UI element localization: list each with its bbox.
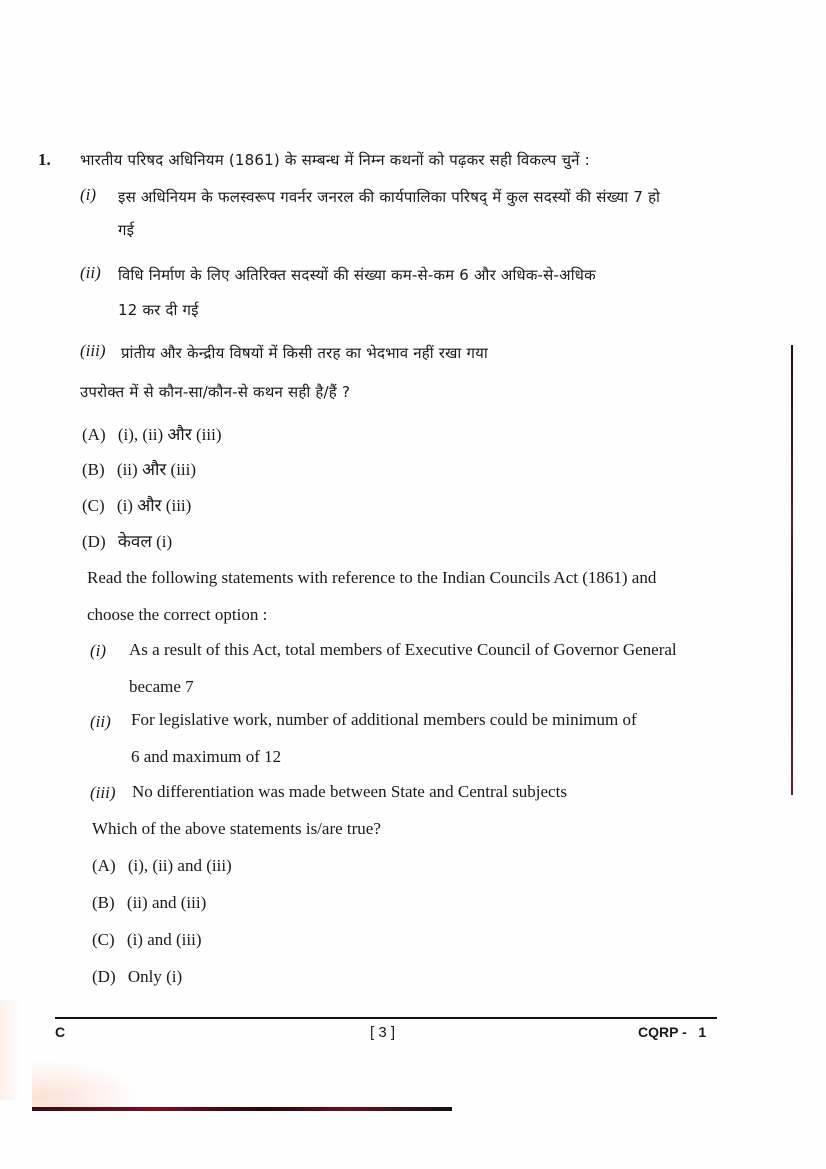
hindi-question-stem: भारतीय परिषद अधिनियम (1861) के सम्बन्ध में निम्न कथनों को पढ़कर सही विकल्प चुनें : (80, 151, 590, 169)
hindi-statement-label-2: (ii) (80, 263, 101, 282)
english-statement-label-3: (iii) (90, 783, 116, 802)
english-option-c[interactable] (92, 930, 202, 950)
english-option-b[interactable] (92, 893, 206, 913)
english-option-d[interactable] (92, 967, 182, 987)
scan-stain (32, 1060, 142, 1108)
hindi-statement-2-line1: विधि निर्माण के लिए अतिरिक्त सदस्यों की संख्या कम-से-कम 6 और अधिक-से-अधिक (118, 266, 596, 284)
english-statement-2-line1: For legislative work, number of additional members could be minimum of (131, 710, 637, 729)
hindi-statement-2-line2: 12 कर दी गई (118, 301, 199, 319)
hindi-option-c[interactable] (82, 493, 191, 516)
option-label: (B) (82, 460, 105, 479)
hindi-statement-label-3: (iii) (80, 341, 106, 360)
option-label: (A) (82, 425, 106, 444)
hindi-statement-1-line1: इस अधिनियम के फलस्वरूप गवर्नर जनरल की कार्यपालिका परिषद् में कुल सदस्यों की संख्या 7 हो (118, 188, 661, 206)
scan-bottom-edge (32, 1107, 452, 1111)
scan-edge-line (791, 345, 793, 795)
footer-divider (55, 1017, 717, 1019)
option-label: (C) (92, 930, 115, 949)
option-text: (ii) और (iii) (116, 460, 197, 479)
hindi-option-b[interactable] (82, 457, 196, 480)
english-option-a[interactable] (92, 856, 232, 876)
english-statement-1-line2: became 7 (129, 677, 194, 696)
option-label: (A) (92, 856, 116, 875)
english-question-stem-line2: choose the correct option : (87, 605, 268, 624)
hindi-statement-label-1: (i) (80, 185, 97, 204)
scan-edge-stain (0, 1000, 20, 1100)
english-statement-1-line1: As a result of this Act, total members of Executive Council of Governor General (129, 640, 677, 659)
footer-page-number: [ 3 ] (370, 1024, 396, 1041)
hindi-statement-3-line1: प्रांतीय और केन्द्रीय विषयों में किसी तरह का भेदभाव नहीं रखा गया (121, 344, 488, 362)
footer-paper-code: CQRP - 1 (638, 1024, 707, 1040)
question-number: 1. (38, 150, 51, 169)
option-label: (D) (92, 967, 116, 986)
footer-series-code: C (55, 1024, 66, 1040)
english-statement-label-1: (i) (90, 641, 107, 660)
english-statement-3-line1: No differentiation was made between State and Central subjects (132, 782, 567, 801)
option-text: (i), (ii) और (iii) (117, 425, 222, 444)
option-text: Only (i) (127, 967, 183, 986)
option-text: (i), (ii) and (iii) (127, 856, 232, 875)
option-label: (D) (82, 532, 106, 551)
english-statement-2-line2: 6 and maximum of 12 (131, 747, 282, 766)
english-statement-label-2: (ii) (90, 712, 111, 731)
option-label: (B) (92, 893, 115, 912)
hindi-statement-1-line2: गई (118, 221, 135, 239)
hindi-prompt: उपरोक्त में से कौन-सा/कौन-से कथन सही है/हैं ? (80, 383, 351, 401)
english-prompt: Which of the above statements is/are true? (92, 819, 381, 838)
option-label: (C) (82, 496, 105, 515)
english-question-stem-line1: Read the following statements with reference to the Indian Councils Act (1861) and (87, 568, 657, 587)
option-text: (i) और (iii) (116, 496, 192, 515)
option-text: (ii) and (iii) (126, 893, 207, 912)
option-text: (i) and (iii) (126, 930, 202, 949)
option-text: केवल (i) (117, 532, 173, 551)
hindi-option-d[interactable] (82, 529, 172, 552)
hindi-option-a[interactable] (82, 422, 222, 445)
